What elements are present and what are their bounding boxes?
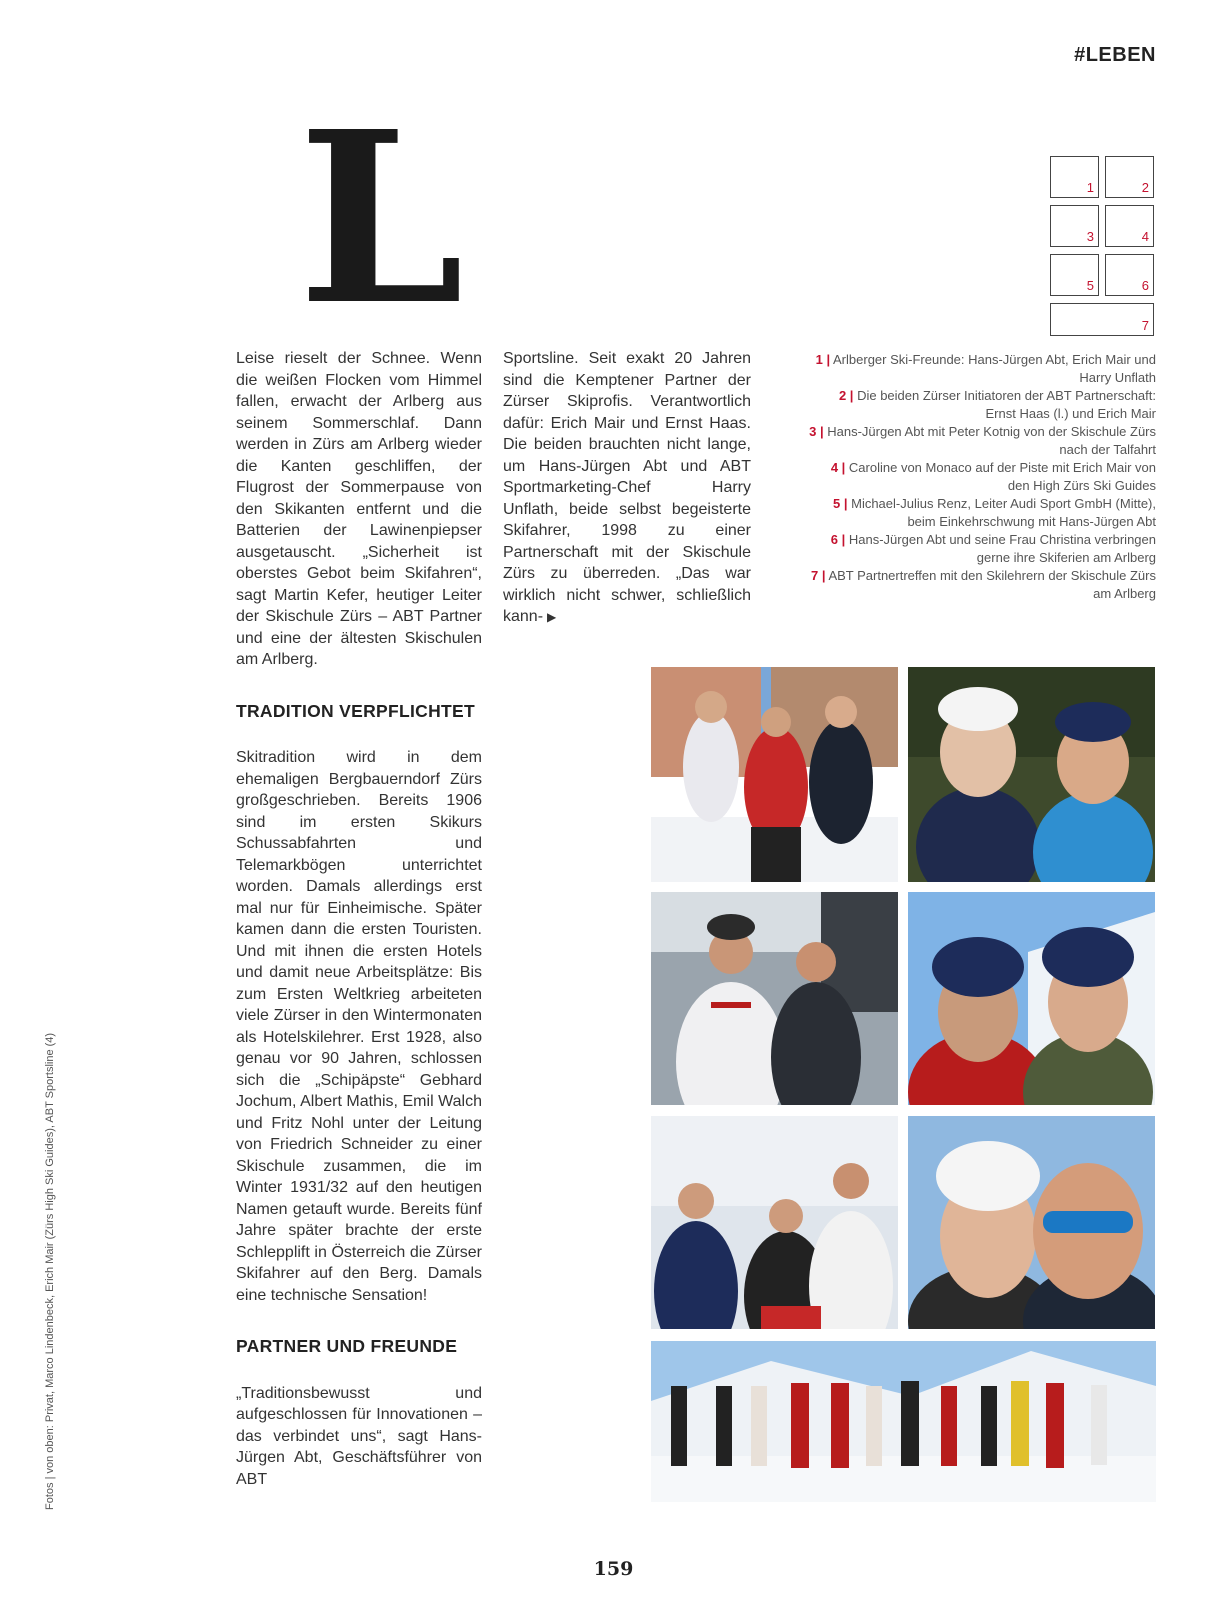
heading-tradition: TRADITION VERPFLICHTET — [236, 700, 475, 721]
photo-2 — [908, 667, 1155, 882]
heading-partner: PARTNER UND FREUNDE — [236, 1336, 458, 1356]
grid-cell-7: 7 — [1050, 303, 1154, 336]
photo-3 — [651, 892, 898, 1105]
caption-3: 3 | Hans-Jürgen Abt mit Peter Kotnig von der Skischule Zürs nach der Talfahrt — [809, 424, 1156, 457]
photo-credit: Fotos | von oben: Privat, Marco Lindenbeck, Erich Mair (Zürs High Ski Guides), ABT Sportsline (4) — [44, 1032, 56, 1510]
photo-6 — [908, 1116, 1155, 1329]
photo-captions — [806, 351, 1156, 603]
photo-1 — [651, 667, 898, 882]
caption-5: 5 | Michael-Julius Renz, Leiter Audi Sport GmbH (Mitte), beim Einkehrschwung mit Hans-Jürgen Abt — [833, 496, 1156, 529]
caption-7: 7 | ABT Partnertreffen mit den Skilehrern der Skischule Zürs am Arlberg — [811, 568, 1156, 601]
continue-arrow-icon: ▶ — [547, 610, 557, 624]
column2-paragraph: Sportsline. Seit exakt 20 Jahren sind die Kemptener Partner der Zürser Skiprofis. Verantwortlich dafür: Erich Mair und Ernst Haas. Die beiden brauchten nicht lange, um Hans-Jürgen Abt und ABT Sportmarketing-Chef Harry Unflath, beide selbst begeisterte Skifahrer, 1998 zu einer Partnerschaft mit der Skischule Zürs zu überreden. „Das war wirklich nicht schwer, schließlich kann- — [503, 350, 751, 625]
photo-5 — [651, 1116, 898, 1329]
grid-cell-2: 2 — [1105, 156, 1154, 198]
grid-cell-1: 1 — [1050, 156, 1099, 198]
caption-2: 2 | Die beiden Zürser Initiatoren der ABT Partnerschaft: Ernst Haas (l.) und Erich Mair — [838, 388, 1156, 421]
intro-paragraph: Leise rieselt der Schnee. Wenn die weißen Flocken vom Himmel fallen, erwacht der Arlberg aus seinem Sommerschlaf. Dann werden in Zürs am Arlberg wieder die Kanten geschliffen, der Flugrost der Sommerpause von den Skikanten entfernt und die Batterien der Lawinenpiepser ausgetauscht. „Sicherheit ist oberstes Gebot beim Skifahren“, sagt Martin Kefer, heutiger Leiter der Skischule Zürs – ABT Partner und eine der ältesten Skischulen am Arlberg. — [236, 350, 482, 668]
grid-cell-4: 4 — [1105, 205, 1154, 247]
grid-cell-5: 5 — [1050, 254, 1099, 296]
page-number: 159 — [593, 1558, 634, 1580]
caption-4: 4 | Caroline von Monaco auf der Piste mit Erich Mair von den High Zürs Ski Guides — [830, 460, 1156, 493]
partner-paragraph: „Traditionsbewusst und aufgeschlossen für Innovationen – das verbindet uns“, sagt Hans-Jürgen Abt, Geschäftsführer von ABT — [236, 1384, 482, 1488]
caption-1: 1 | Arlberger Ski-Freunde: Hans-Jürgen Abt, Erich Mair und Harry Unflath — [815, 352, 1156, 385]
photo-4 — [908, 892, 1155, 1105]
grid-cell-6: 6 — [1105, 254, 1154, 296]
article-column-1 — [236, 348, 482, 1490]
caption-6: 6 | Hans-Jürgen Abt und seine Frau Christina verbringen gerne ihre Skiferien am Arlberg — [830, 532, 1156, 565]
tradition-paragraph: Skitradition wird in dem ehemaligen Bergbauerndorf Zürs großgeschrieben. Bereits 1906 sind im ersten Skikurs Schussabfahrten und Telemarkbögen unterrichtet worden. Damals allerdings erst mal nur für Einheimische. Später kamen dann die ersten Touristen. Und mit ihnen die ersten Hotels und damit neue Arbeitsplätze: Bis zum Ersten Weltkrieg arbeiteten viele Zürser in den Wintermonaten als Hotelskilehrer. Erst 1928, also genau vor 90 Jahren, schlossen sich die „Schipäpste“ Gebhard Jochum, Albert Mathis, Emil Walch und Fritz Nohl unter der Leitung von Friedrich Schneider zu einer Skischule zusammen, die im Winter 1931/32 auf den heutigen Namen getauft wurde. Bereits fünf Jahre später brachte der erste Schlepplift in Österreich die Zürser Skifahrer auf den Berg. Damals eine technische Sensation! — [236, 749, 482, 1304]
photo-7 — [651, 1341, 1156, 1502]
article-column-2 — [503, 348, 751, 629]
section-tag: #LEBEN — [1074, 44, 1156, 66]
drop-cap: L — [298, 79, 464, 357]
grid-cell-3: 3 — [1050, 205, 1099, 247]
